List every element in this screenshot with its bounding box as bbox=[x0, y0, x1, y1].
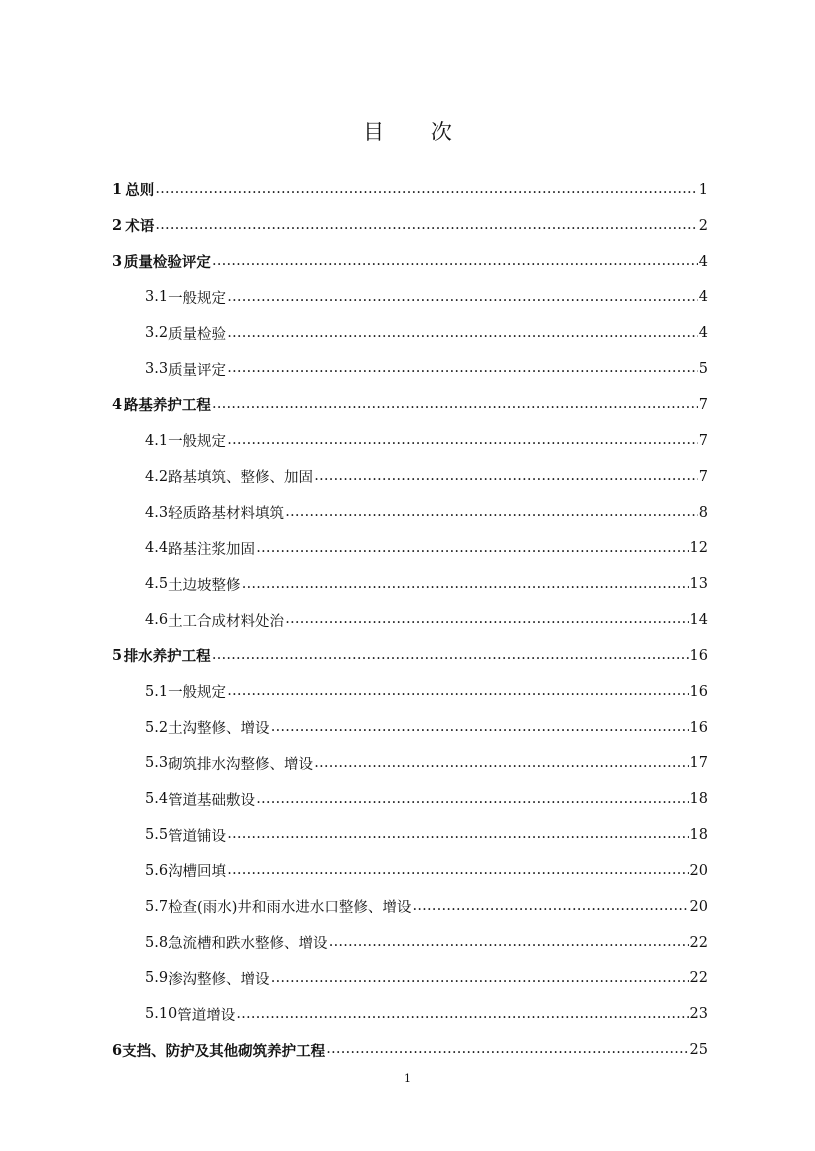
toc-number: 2 bbox=[112, 217, 123, 235]
toc-leader bbox=[242, 576, 689, 593]
toc-leader bbox=[212, 396, 698, 413]
toc-entry[interactable] bbox=[112, 530, 708, 566]
toc-number: 1 bbox=[112, 181, 123, 199]
toc-leader bbox=[236, 1006, 688, 1023]
toc-label: 渗沟整修、增设 bbox=[168, 971, 270, 988]
toc-entry[interactable] bbox=[112, 602, 708, 638]
toc-label: 一般规定 bbox=[168, 290, 227, 307]
toc-leader bbox=[227, 826, 688, 843]
toc-page: 8 bbox=[698, 504, 708, 521]
toc-leader bbox=[212, 647, 689, 664]
toc-page: 20 bbox=[689, 862, 708, 879]
toc-entry[interactable] bbox=[112, 351, 708, 387]
toc-label: 术语 bbox=[125, 218, 155, 236]
toc-entry[interactable] bbox=[112, 423, 708, 459]
toc-leader bbox=[285, 611, 688, 628]
toc-number: 5 bbox=[112, 647, 123, 665]
toc-page: 22 bbox=[689, 970, 708, 987]
toc-entry[interactable] bbox=[112, 853, 708, 889]
toc-entry[interactable] bbox=[112, 817, 708, 853]
toc-number: 5.1 bbox=[145, 683, 169, 700]
toc-entry[interactable] bbox=[112, 459, 708, 495]
toc-number: 5.6 bbox=[145, 862, 169, 879]
toc-number: 3 bbox=[112, 253, 123, 271]
toc-entry[interactable] bbox=[112, 244, 708, 280]
toc-number: 4.4 bbox=[145, 540, 169, 557]
toc-label: 急流槽和跌水整修、增设 bbox=[168, 936, 328, 953]
toc-number: 5.3 bbox=[145, 755, 169, 772]
toc-entry[interactable] bbox=[112, 674, 708, 710]
toc-number: 5.5 bbox=[145, 827, 169, 844]
toc-label: 一般规定 bbox=[168, 434, 227, 451]
toc-number: 3.2 bbox=[145, 325, 169, 342]
toc-label: 路基填筑、整修、加固 bbox=[168, 470, 314, 487]
toc-entry[interactable] bbox=[112, 710, 708, 746]
toc-label: 质量检验评定 bbox=[123, 254, 211, 272]
toc-number: 5.2 bbox=[145, 719, 169, 736]
toc-number: 5.9 bbox=[145, 970, 169, 987]
toc-number: 5.10 bbox=[145, 1006, 178, 1023]
toc-label: 土边坡整修 bbox=[168, 577, 241, 594]
toc-number: 5.7 bbox=[145, 898, 169, 915]
toc-label: 土工合成材料处治 bbox=[168, 613, 285, 630]
toc-label: 土沟整修、增设 bbox=[168, 721, 270, 738]
toc-label: 路基注浆加固 bbox=[168, 541, 256, 558]
toc-page: 13 bbox=[689, 576, 708, 593]
toc-page: 7 bbox=[698, 396, 708, 413]
toc-number: 4.1 bbox=[145, 432, 169, 449]
toc-number: 5.4 bbox=[145, 791, 169, 808]
page-number: 1 bbox=[404, 1072, 411, 1085]
toc-leader bbox=[155, 181, 697, 198]
toc-page: 18 bbox=[689, 827, 708, 844]
toc-label: 排水养护工程 bbox=[123, 648, 211, 666]
toc-label: 管道基础敷设 bbox=[168, 792, 256, 809]
toc-entry[interactable] bbox=[112, 638, 708, 674]
toc-number: 3.3 bbox=[145, 361, 169, 378]
toc-label: 总则 bbox=[125, 182, 155, 200]
toc-page: 4 bbox=[698, 289, 708, 306]
toc-number: 4 bbox=[112, 396, 123, 414]
toc-entry[interactable] bbox=[112, 566, 708, 602]
toc-leader bbox=[314, 468, 698, 485]
toc-leader bbox=[155, 217, 697, 234]
toc-page: 7 bbox=[698, 468, 708, 485]
toc-leader bbox=[256, 791, 688, 808]
toc-label: 管道铺设 bbox=[168, 828, 227, 845]
toc-label: 路基养护工程 bbox=[123, 397, 211, 415]
toc-label: 砌筑排水沟整修、增设 bbox=[168, 756, 314, 773]
toc-entry[interactable] bbox=[112, 172, 708, 208]
toc-page: 14 bbox=[689, 612, 708, 629]
toc-label: 沟槽回填 bbox=[168, 864, 227, 881]
toc-entry[interactable] bbox=[112, 746, 708, 782]
toc-entry[interactable] bbox=[112, 1032, 708, 1068]
toc-number: 4.2 bbox=[145, 468, 169, 485]
toc-page: 16 bbox=[689, 719, 708, 736]
toc-number: 5.8 bbox=[145, 934, 169, 951]
toc-number: 4.3 bbox=[145, 504, 169, 521]
toc-label: 支挡、防护及其他砌筑养护工程 bbox=[122, 1042, 326, 1060]
toc-page: 12 bbox=[689, 540, 708, 557]
toc-number: 4.5 bbox=[145, 576, 169, 593]
toc-leader bbox=[227, 360, 698, 377]
table-of-contents bbox=[112, 172, 708, 1068]
toc-entry[interactable] bbox=[112, 996, 708, 1032]
toc-entry[interactable] bbox=[112, 961, 708, 997]
toc-label: 轻质路基材料填筑 bbox=[168, 506, 285, 523]
toc-entry[interactable] bbox=[112, 280, 708, 316]
toc-page: 18 bbox=[689, 791, 708, 808]
toc-leader bbox=[227, 325, 698, 342]
toc-leader bbox=[256, 540, 688, 557]
toc-leader bbox=[412, 898, 688, 915]
toc-page: 2 bbox=[698, 217, 708, 234]
toc-page: 25 bbox=[689, 1042, 708, 1059]
toc-label: 管道增设 bbox=[177, 1007, 236, 1024]
toc-number: 6 bbox=[112, 1041, 123, 1059]
toc-entry[interactable] bbox=[112, 889, 708, 925]
toc-entry[interactable] bbox=[112, 781, 708, 817]
toc-label: 质量检验 bbox=[168, 326, 227, 343]
toc-label: 质量评定 bbox=[168, 362, 227, 379]
toc-title: 目 次 bbox=[363, 120, 472, 144]
toc-page: 17 bbox=[689, 755, 708, 772]
toc-page: 4 bbox=[698, 253, 708, 270]
toc-page: 1 bbox=[698, 181, 708, 198]
toc-leader bbox=[227, 289, 698, 306]
toc-leader bbox=[212, 253, 698, 270]
toc-entry[interactable] bbox=[112, 315, 708, 351]
toc-number: 4.6 bbox=[145, 612, 169, 629]
toc-page: 5 bbox=[698, 361, 708, 378]
toc-label: 检查(雨水)井和雨水进水口整修、增设 bbox=[168, 900, 412, 917]
toc-leader bbox=[227, 432, 698, 449]
toc-page: 20 bbox=[689, 898, 708, 915]
toc-leader bbox=[271, 970, 689, 987]
toc-entry[interactable] bbox=[112, 495, 708, 531]
toc-leader bbox=[314, 755, 688, 772]
toc-leader bbox=[329, 934, 689, 951]
toc-leader bbox=[285, 504, 698, 521]
toc-entry[interactable] bbox=[112, 208, 708, 244]
toc-page: 23 bbox=[689, 1006, 708, 1023]
toc-entry[interactable] bbox=[112, 925, 708, 961]
toc-entry[interactable] bbox=[112, 387, 708, 423]
toc-page: 7 bbox=[698, 432, 708, 449]
toc-leader bbox=[271, 719, 689, 736]
toc-page: 4 bbox=[698, 325, 708, 342]
toc-page: 16 bbox=[689, 683, 708, 700]
toc-label: 一般规定 bbox=[168, 685, 227, 702]
toc-leader bbox=[227, 683, 688, 700]
toc-page: 16 bbox=[689, 647, 708, 664]
toc-number: 3.1 bbox=[145, 289, 169, 306]
toc-page: 22 bbox=[689, 934, 708, 951]
toc-leader bbox=[227, 862, 688, 879]
toc-leader bbox=[326, 1041, 688, 1058]
